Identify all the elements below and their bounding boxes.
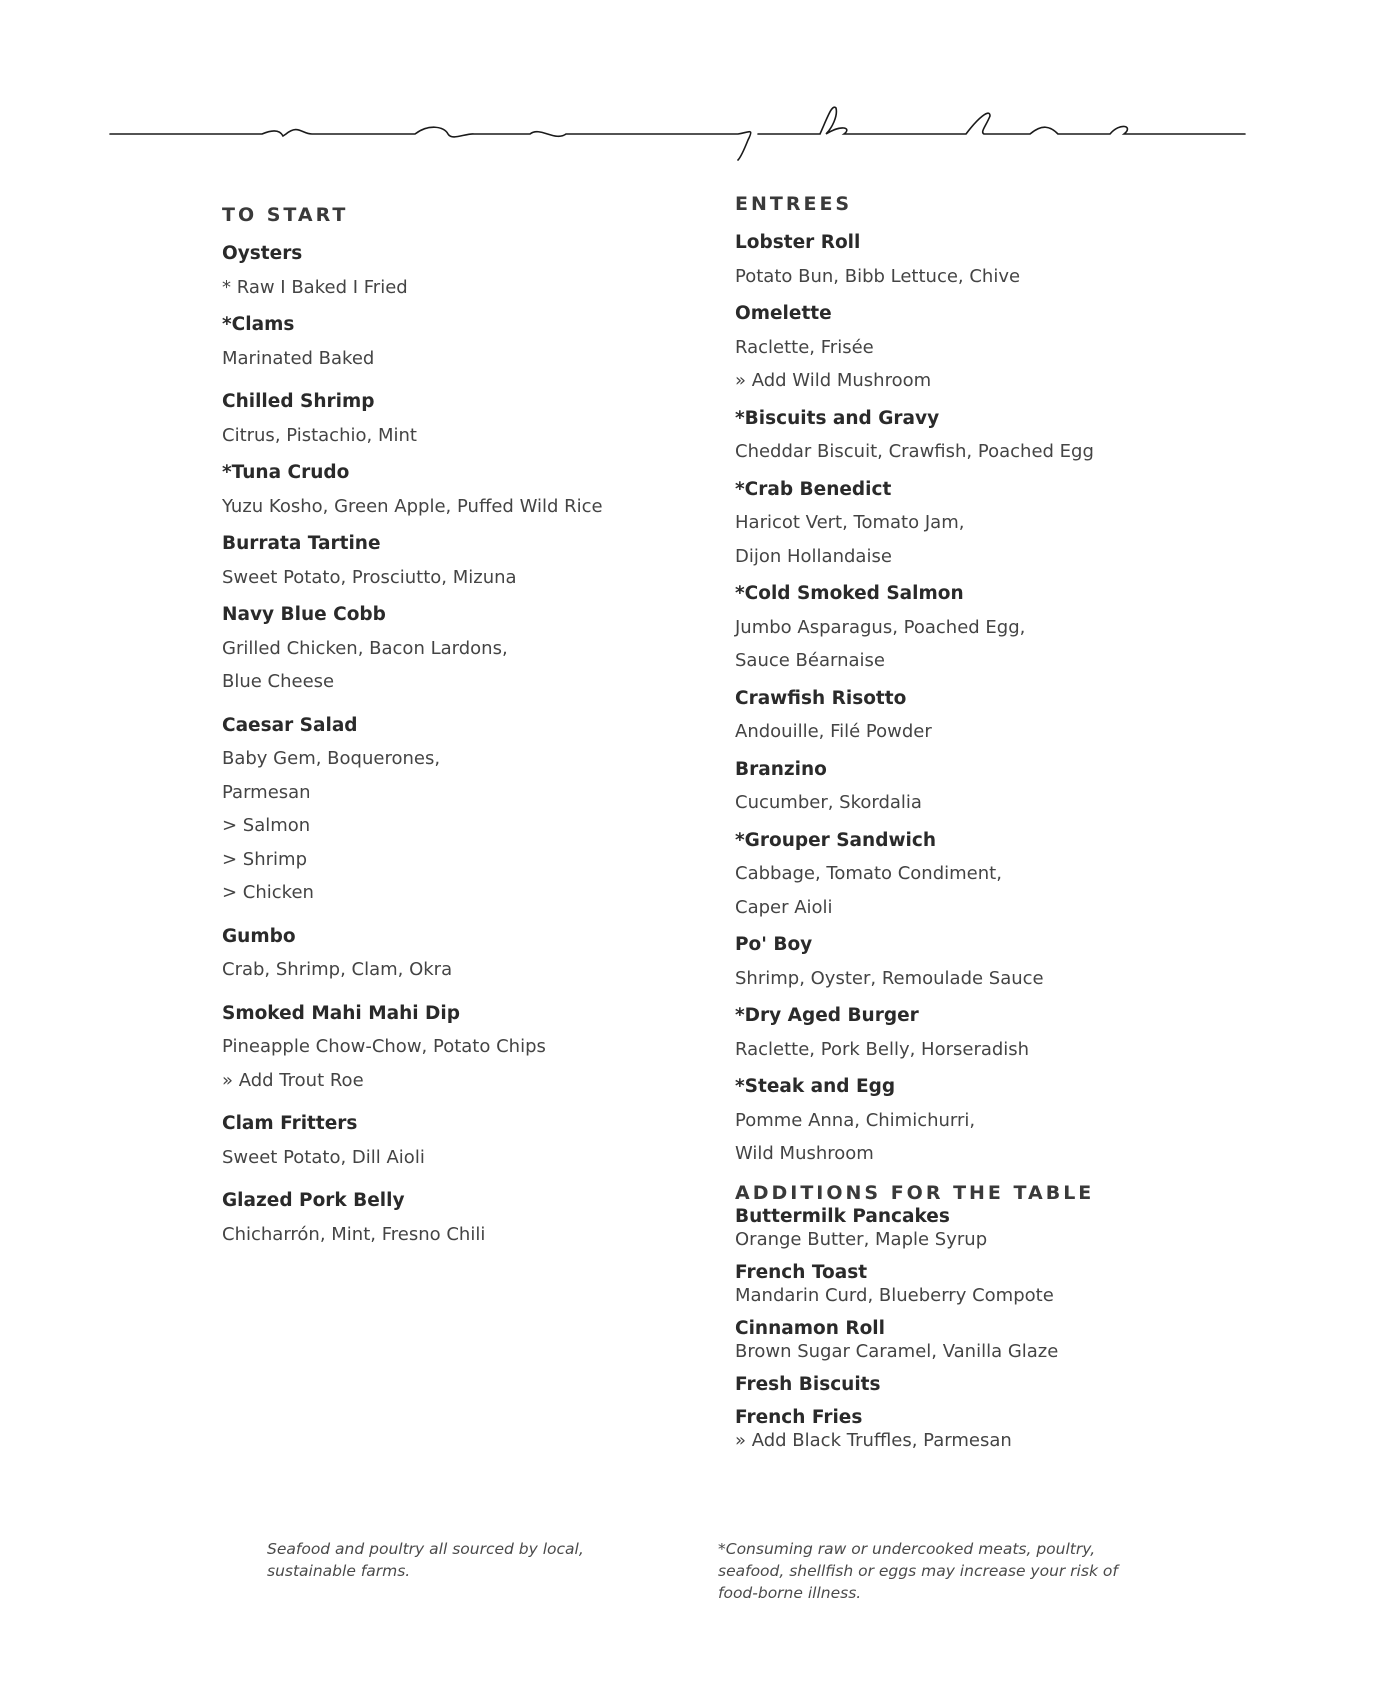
menu-item-name: Caesar Salad — [222, 714, 358, 736]
menu-item-name: Po' Boy — [735, 934, 813, 955]
menu-item-description: Pineapple Chow-Chow, Potato Chips — [222, 1036, 546, 1057]
menu-item-description: Crab, Shrimp, Clam, Okra — [222, 959, 453, 980]
menu-item — [735, 1205, 1295, 1251]
menu-item-name: Branzino — [735, 758, 827, 780]
entrees-section — [735, 192, 1295, 1462]
menu-item-name: Chilled Shrimp — [222, 391, 375, 412]
menu-item-name: Glazed Pork Belly — [222, 1190, 405, 1211]
menu-item-description: > Chicken — [222, 882, 314, 903]
menu-item-name: French Fries — [735, 1406, 863, 1428]
menu-item-description: Blue Cheese — [222, 671, 335, 692]
menu-item-name: *Biscuits and Gravy — [735, 407, 940, 429]
menu-item-description: Potato Bun, Bibb Lettuce, Chive — [735, 265, 1021, 287]
menu-item — [222, 456, 692, 523]
menu-item — [222, 997, 692, 1098]
menu-item-description: Brown Sugar Caramel, Vanilla Glaze — [735, 1340, 1059, 1362]
menu-item-name: Crawfish Risotto — [735, 687, 907, 709]
menu-item-name: *Crab Benedict — [735, 478, 892, 500]
section-title-additions: ADDITIONS FOR THE TABLE — [735, 1181, 1095, 1204]
menu-item — [222, 527, 692, 594]
menu-item-description: Mandarin Curd, Blueberry Compote — [735, 1284, 1054, 1306]
menu-item — [222, 308, 692, 375]
menu-item — [222, 598, 692, 699]
menu-item-name: Burrata Tartine — [222, 533, 381, 554]
menu-item-name: Clam Fritters — [222, 1113, 358, 1134]
menu-item-description: * Raw I Baked I Fried — [222, 276, 408, 298]
menu-item-description: Haricot Vert, Tomato Jam, — [735, 512, 965, 533]
menu-item-description: Yuzu Kosho, Green Apple, Puffed Wild Rice — [222, 495, 603, 517]
menu-item-description: Andouille, Filé Powder — [735, 721, 932, 742]
menu-item — [735, 1070, 1295, 1171]
menu-item-name: Buttermilk Pancakes — [735, 1205, 950, 1227]
menu-item — [222, 237, 692, 304]
menu-item-name: *Clams — [222, 314, 295, 335]
warning-line: food-borne illness. — [718, 1584, 862, 1602]
menu-item — [735, 928, 1295, 995]
menu-item-description: Parmesan — [222, 781, 311, 803]
menu-item-name: Omelette — [735, 303, 832, 324]
menu-item-name: *Dry Aged Burger — [735, 1005, 919, 1026]
menu-item-description: Orange Butter, Maple Syrup — [735, 1228, 988, 1250]
menu-item-name: *Steak and Egg — [735, 1076, 896, 1097]
menu-item-description: Sauce Béarnaise — [735, 650, 885, 671]
menu-item-name: Gumbo — [222, 925, 296, 947]
menu-item — [735, 297, 1295, 398]
menu-item-description: Raclette, Pork Belly, Horseradish — [735, 1038, 1030, 1060]
menu-item-description: > Salmon — [222, 815, 311, 836]
menu-item-description: » Add Black Truffles, Parmesan — [735, 1429, 1012, 1451]
menu-item-description: » Add Trout Roe — [222, 1069, 364, 1091]
menu-item-description: Sweet Potato, Prosciutto, Mizuna — [222, 566, 517, 588]
menu-item-description: Caper Aioli — [735, 896, 833, 918]
warning-line: seafood, shellfish or eggs may increase your risk of — [718, 1562, 1118, 1580]
menu-item-description: Dijon Hollandaise — [735, 545, 892, 567]
menu-item-description: Grilled Chicken, Bacon Lardons, — [222, 637, 508, 659]
warning-line: *Consuming raw or undercooked meats, poultry, — [718, 1540, 1096, 1558]
menu-item — [735, 1406, 1295, 1452]
menu-item — [735, 1261, 1295, 1307]
menu-item — [735, 682, 1295, 749]
section-title-to-start: TO START — [222, 204, 349, 226]
menu-item — [735, 402, 1295, 469]
sourcing-note — [267, 1538, 607, 1582]
menu-item-name: Navy Blue Cobb — [222, 604, 386, 625]
menu-item-description: Wild Mushroom — [735, 1143, 874, 1164]
menu-item-description: Pomme Anna, Chimichurri, — [735, 1109, 976, 1131]
menu-item — [735, 473, 1295, 574]
menu-item-name: French Toast — [735, 1261, 868, 1283]
menu-item-name: Smoked Mahi Mahi Dip — [222, 1002, 460, 1024]
menu-item-description: » Add Wild Mushroom — [735, 370, 932, 391]
to-start-section — [222, 203, 692, 1255]
menu-item-description: Citrus, Pistachio, Mint — [222, 424, 417, 446]
menu-item-description: > Shrimp — [222, 848, 307, 870]
menu-item-description: Shrimp, Oyster, Remoulade Sauce — [735, 967, 1044, 989]
menu-item-name: Cinnamon Roll — [735, 1317, 885, 1339]
menu-item-name: *Tuna Crudo — [222, 462, 350, 483]
menu-item — [222, 709, 692, 910]
menu-item-name: Lobster Roll — [735, 232, 861, 253]
section-title-entrees: ENTREES — [735, 193, 853, 215]
menu-item-description: Raclette, Frisée — [735, 336, 874, 358]
menu-item-description: Cheddar Biscuit, Crawfish, Poached Egg — [735, 441, 1094, 462]
menu-item — [735, 577, 1295, 678]
menu-item — [735, 1317, 1295, 1363]
consumption-warning — [718, 1538, 1118, 1604]
menu-item — [222, 385, 692, 452]
menu-item — [735, 753, 1295, 820]
menu-item-description: Marinated Baked — [222, 347, 375, 369]
menu-item-description: Baby Gem, Boquerones, — [222, 748, 441, 769]
menu-item — [735, 999, 1295, 1066]
sourcing-note-line: Seafood and poultry all sourced by local, — [267, 1540, 584, 1558]
menu-item-name: *Grouper Sandwich — [735, 829, 937, 851]
menu-item-name: Oysters — [222, 243, 303, 264]
menu-item-name: *Cold Smoked Salmon — [735, 583, 964, 604]
menu-item — [222, 1107, 692, 1174]
menu-item — [735, 824, 1295, 925]
menu-item-description: Jumbo Asparagus, Poached Egg, — [735, 616, 1026, 638]
navy-blue-logo — [0, 0, 1400, 170]
menu-item — [222, 920, 692, 987]
menu-item — [222, 1184, 692, 1251]
menu-item-description: Cabbage, Tomato Condiment, — [735, 863, 1002, 884]
additions-section — [735, 1181, 1295, 1452]
menu-item-description: Chicharrón, Mint, Fresno Chili — [222, 1223, 486, 1245]
menu-item — [735, 226, 1295, 293]
menu-item-description: Cucumber, Skordalia — [735, 792, 922, 813]
menu-item-description: Sweet Potato, Dill Aioli — [222, 1146, 425, 1168]
sourcing-note-line: sustainable farms. — [267, 1562, 411, 1580]
menu-item-name: Fresh Biscuits — [735, 1373, 881, 1395]
menu-item — [735, 1373, 1295, 1396]
